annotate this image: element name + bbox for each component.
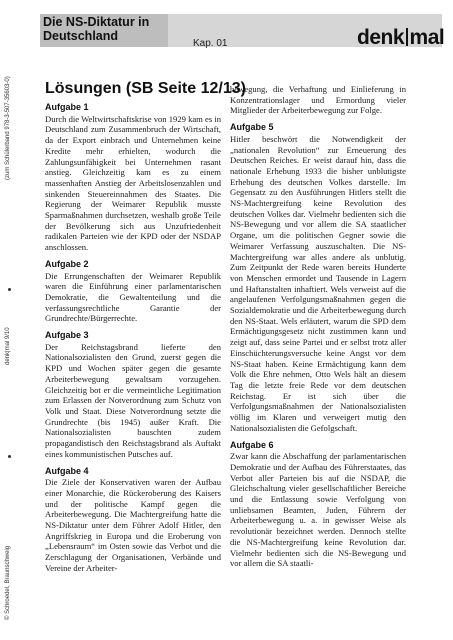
logo-left: denk [357, 26, 405, 49]
answer-block [230, 122, 406, 433]
side-copyright: © Schroedel, Braunschweig [5, 545, 11, 620]
publisher-logo [357, 26, 444, 50]
answer-title: Aufgabe 4 [45, 465, 89, 476]
answer-title: Aufgabe 6 [230, 439, 274, 450]
answer-block [45, 259, 221, 324]
side-reference: (zum Schülerband 978-3-507-35603-0) [5, 76, 11, 180]
answer-text: Hitler beschwört die Notwendigkeit der „nationalen Revolution“ zur Erneuerung des Deutschen Reiches. Er weist darauf hin, dass die nationale Erhebung 1933 die bisher unblutigste Erhebung des deutschen Volkes darstelle. Im Gegensatz zu den Ausführungen Hitlers stellt die NS-Machtergreifung keine Revolution des deutschen Volkes dar. Vielmehr bedienten sich die NS-Bewegung und vor allem die SA staatlicher Organe, um die politischen Gegner sowie die Weimarer Verfassung auszuschalten. Die NS-Machtergreifung war alles andere als unblutig. Zum Zeitpunkt der Rede waren bereits Hunderte von Menschen ermordet und Tausende in Lagern und Haftanstalten inhaftiert. Wels verweist auf die angelaufenen Verfolgungsmaßnahmen gegen die Sozialdemokratie und die Arbeiterbewegung durch den NS-Staat. Wels erläutert, warum die SPD dem Ermächtigungsgesetz nicht zustimmen kann und zeigt auf, dass seine Partei und er selbst trotz aller Einschüchterungsversuche keine Angst vor dem NS-Staat haben. Keine Ermächtigung kann dem Volk die Ehre nehmen, Otto Wels hält an diesem Tag die letzte freie Rede vor dem deutschen Reichstag. Er ist sich über die Verfolgungsmaßnahmen der Nationalsozialisten völlig im Klaren und verweigert mutig den Nationalsozialisten die Gefolgschaft. [230, 133, 406, 433]
side-dot [8, 455, 11, 458]
answer-title: Aufgabe 3 [45, 330, 89, 341]
answer-text: Durch die Weltwirtschaftskrise von 1929 kam es in Deutschland zum Zusammenbruch der Wirtschaft, da der Export einbrach und Unternehmen keine Kredite mehr erhielten, wodurch die Zahlungsunfähigkeit bei Unternehmen rasant anstieg. Gleichzeitig kam es zu einem massenhaften Anstieg der Arbeitslosenzahlen und sinkenden Steuereinnahmen des Staates. Die Regierung der Weimarer Republik musste Sparmaßnahmen durchsetzen, weshalb große Teile der Bevölkerung sich aus Unzufriedenheit radikalen Parteien wie der KPD oder der NSDAP anschlossen. [45, 113, 221, 253]
answer-block [45, 102, 221, 253]
answer-title: Aufgabe 5 [230, 122, 274, 133]
logo-right: mal [409, 26, 445, 49]
side-series: denk|mal 9/10 [5, 327, 11, 365]
answer-block [45, 330, 221, 459]
answer-title: Aufgabe 2 [45, 258, 89, 269]
answer-block [45, 466, 221, 574]
answer-text: Die Errungenschaften der Weimarer Republik waren die Einführung einer parlamentarischen Demokratie, die Gewaltenteilung und die verfassungsrechtliche Garantie der Grundrechte/Bürgerrechte. [45, 270, 221, 324]
side-margin [3, 60, 17, 630]
logo-separator [406, 28, 408, 46]
answer-text: Der Reichstagsbrand lieferte den Nationalsozialisten den Grund, zuerst gegen die KPD und Wochen später gegen die gesamte Arbeiterbewegung gewaltsam vorzugehen. Gleichzeitig bot er die vermeintliche Legitimation zum Erlassen der Notverordnung zum Schutz von Volk und Staat. Diese Notverordnung setzte die Grundrechte (bis 1945) außer Kraft. Die Nationalsozialisten bauschten zudem propagandistisch den Reichstagsbrand als Auftakt eines kommunistischen Putsches auf. [45, 341, 221, 459]
page-heading: Lösungen (SB Seite 12/13) [45, 80, 246, 97]
answer-title: Aufgabe 1 [45, 102, 89, 112]
side-dot [8, 288, 11, 291]
answer-text: Die Ziele der Konservativen waren der Aufbau einer Monarchie, die Rückeroberung des Kaisers und der politische Kampf gegen die Arbeiterbewegung. Die Machtergreifung hatte die NS-Diktatur unter dem Führer Adolf Hitler, den Angriffskrieg in Europa und die Eroberung von „Lebensraum“ im Osten sowie das Verbot und die Zerschlagung der Organisationen, Verbände und Vereine der Arbeiter- [45, 477, 221, 573]
continuation-text: bewegung, die Verhaftung und Einlieferung in Konzentrationslager und Ermordung vieler Mitglieder der Arbeiterbewegung zur Folge. [230, 84, 406, 116]
chapter-label: Kap. 01 [193, 38, 228, 49]
left-column [45, 102, 221, 574]
answer-text: Zwar kann die Abschaffung der parlamentarischen Demokratie und der Aufbau des Führerstaates, das Verbot aller Parteien bis auf die NSDAP, die Gleichschaltung vieler gesellschaftlicher Bereiche und die Entlassung sowie Verfolgung von unliebsamen Beamten, Juden, Führern der Arbeiterbewegung u. a. in gewisser Weise als revolutionär bezeichnet werden. Dennoch stellte die NS-Machtergreifung keine Revolution dar. Vielmehr bedienten sich die NS-Bewegung und vor allem die SA staatli- [230, 451, 406, 569]
page-header-title: Die NS-Diktatur in Deutschland [43, 15, 150, 43]
answer-block [230, 440, 406, 569]
right-column [230, 84, 406, 569]
